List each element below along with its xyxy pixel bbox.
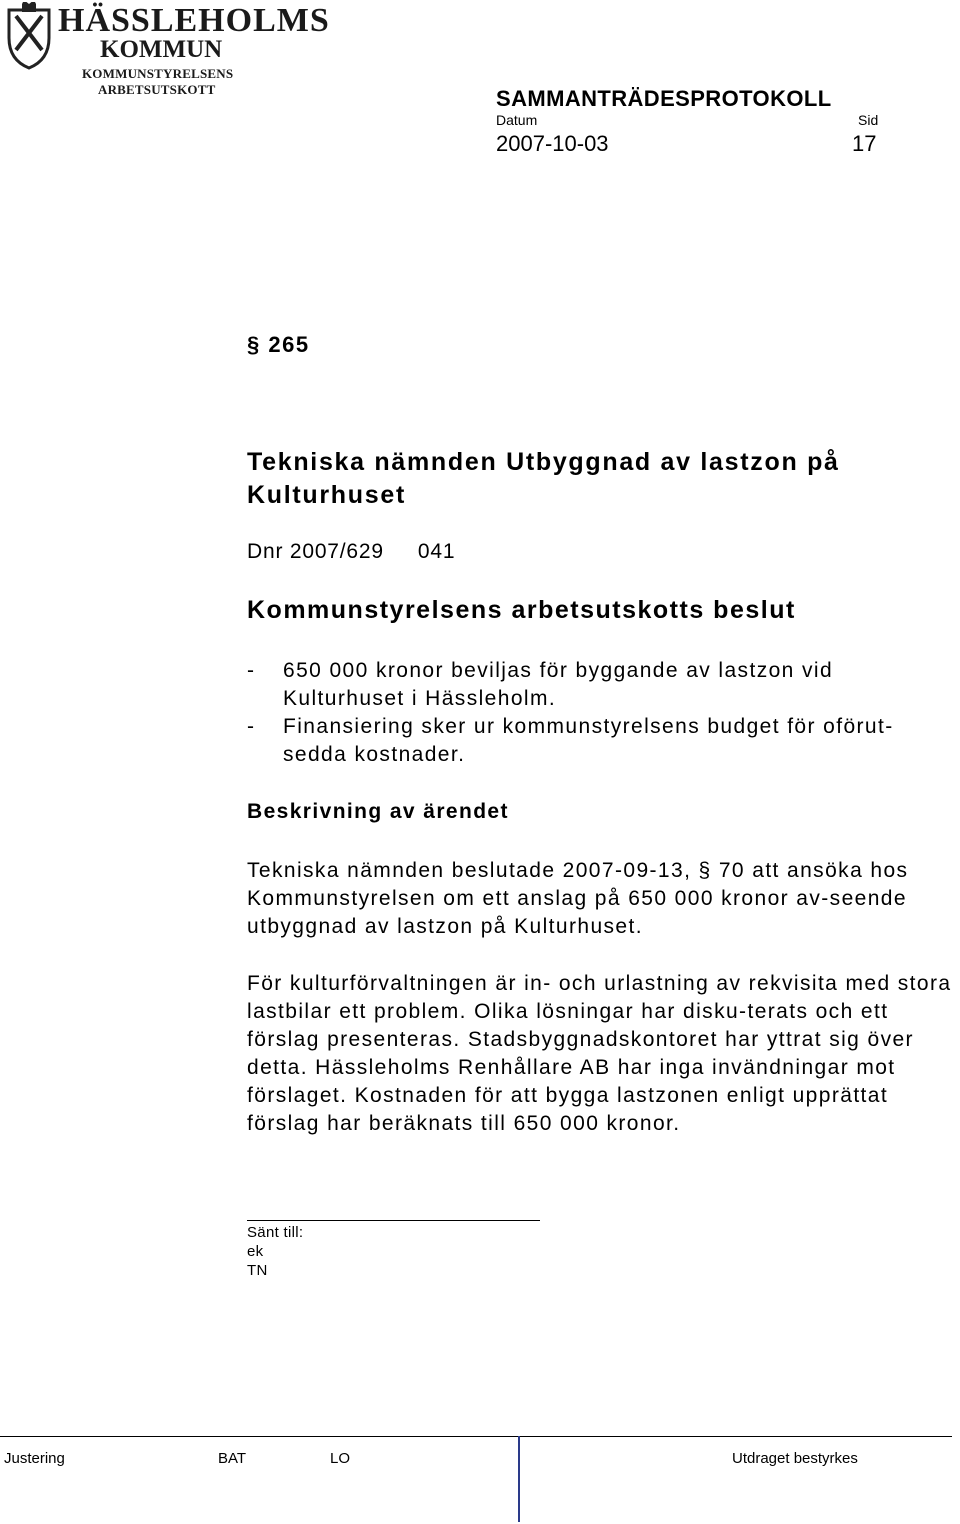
page-number: 17 (852, 131, 877, 156)
section-number: § 265 (247, 332, 310, 357)
section-title: Tekniska nämnden Utbyggnad av lastzon på Kulturhuset (247, 448, 840, 509)
certified-label: Utdraget bestyrkes (732, 1450, 858, 1467)
list-dash: - (247, 659, 256, 682)
justering-label: Justering (4, 1450, 65, 1467)
logo-line-1: HÄSSLEHOLMS (58, 2, 330, 39)
separator-line (247, 1220, 540, 1221)
description-paragraph-1: Tekniska nämnden beslutade 2007-09-13, § 70 att ansöka hos Kommunstyrelsen om ett anslag på 650 000 kronor av-seende utbyggnad av lastzon på Kulturhuset. (247, 859, 909, 938)
decision-heading: Kommunstyrelsens arbetsutskotts beslut (247, 596, 796, 624)
list-item (247, 713, 957, 769)
description-heading: Beskrivning av ärendet (247, 800, 509, 823)
logo-line-4: ARBETSUTSKOTT (98, 82, 216, 97)
page-label: Sid (858, 112, 879, 128)
description-paragraph-2: För kulturförvaltningen är in- och urlastning av rekvisita med stora lastbilar ett problem. Olika lösningar har disku-terats och ett förslag presenteras. Stadsbyggnadskontoret har yttrat sig över detta. Hässleholms Renhållare AB har inga invändningar mot förslaget. Kostnaden för att bygga lastzonen enligt upprättat förslag har beräknats till 650 000 kronor. (247, 972, 952, 1135)
dnr-code: 041 (417, 540, 456, 563)
recipient: ek (247, 1243, 264, 1260)
municipality-logo (4, 2, 330, 102)
footer-line (0, 1436, 952, 1437)
sent-to-label: Sänt till: (247, 1224, 304, 1241)
logo-line-2: KOMMUN (100, 36, 223, 63)
decision-list (247, 657, 957, 769)
signature-initials-2: LO (330, 1450, 351, 1467)
logo-line-3: KOMMUNSTYRELSENS (82, 66, 234, 81)
coat-of-arms-icon (4, 2, 54, 70)
list-item (247, 657, 957, 713)
date-label: Datum (496, 112, 538, 128)
dnr-number: Dnr 2007/629 (247, 540, 384, 563)
document-type: SAMMANTRÄDESPROTOKOLL (496, 86, 832, 111)
decision-item-2: Finansiering sker ur kommunstyrelsens budget för oförut-sedda kostnader. (283, 715, 894, 766)
list-dash: - (247, 715, 256, 738)
meeting-date: 2007-10-03 (496, 131, 609, 156)
dnr (247, 540, 455, 564)
recipient: TN (247, 1262, 268, 1279)
signature-initials-1: BAT (218, 1450, 247, 1467)
decision-item-1: 650 000 kronor beviljas för byggande av lastzon vid Kulturhuset i Hässleholm. (283, 659, 834, 710)
footer-divider (518, 1436, 520, 1522)
